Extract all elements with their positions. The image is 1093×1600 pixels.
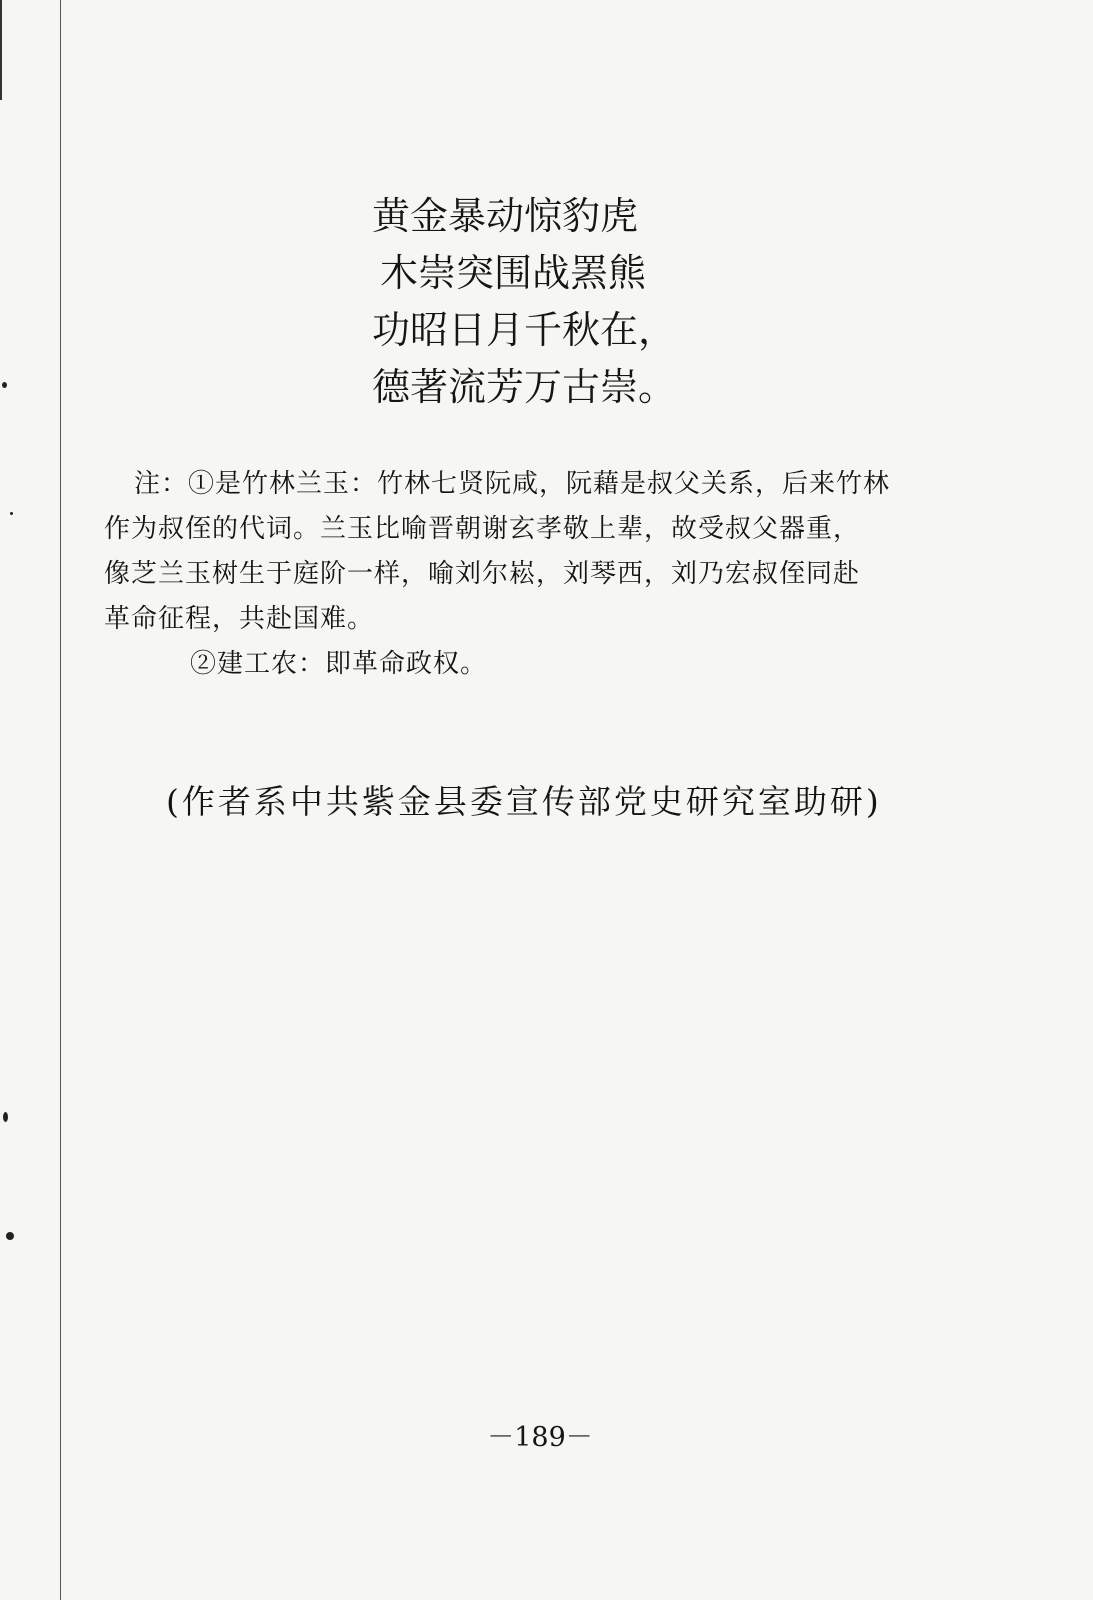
poem-line-4: 德著流芳万古崇。 [372,365,677,409]
scan-speck [10,512,13,515]
note-line: 作为叔侄的代词。兰玉比喻晋朝谢玄孝敬上辈，故受叔父器重， [104,514,861,544]
page-number: －189－ [487,1422,593,1453]
poem-line-3: 功昭日月千秋在， [372,308,677,352]
annotation-notes [104,462,954,687]
poem-line-2: 木崇突围战罴熊 [380,251,647,295]
scan-edge-mark [0,0,2,100]
note-line: ②建工农：即革命政权。 [190,649,488,679]
scan-speck [2,382,7,388]
scan-speck [3,1112,8,1122]
note-line: 注：①是竹林兰玉：竹林七贤阮咸，阮藉是叔父关系，后来竹林 [134,469,891,499]
poem-line-1: 黄金暴动惊豹虎 [372,194,639,238]
scan-speck [6,1232,14,1240]
note-line: 革命征程，共赴国难。 [104,604,375,634]
author-affiliation: (作者系中共紫金县委宣传部党史研究室助研) [166,782,882,821]
binding-margin-line [60,0,61,1600]
note-line: 像芝兰玉树生于庭阶一样，喻刘尔崧，刘琴西，刘乃宏叔侄同赴 [104,559,861,589]
poem-block [372,188,692,416]
